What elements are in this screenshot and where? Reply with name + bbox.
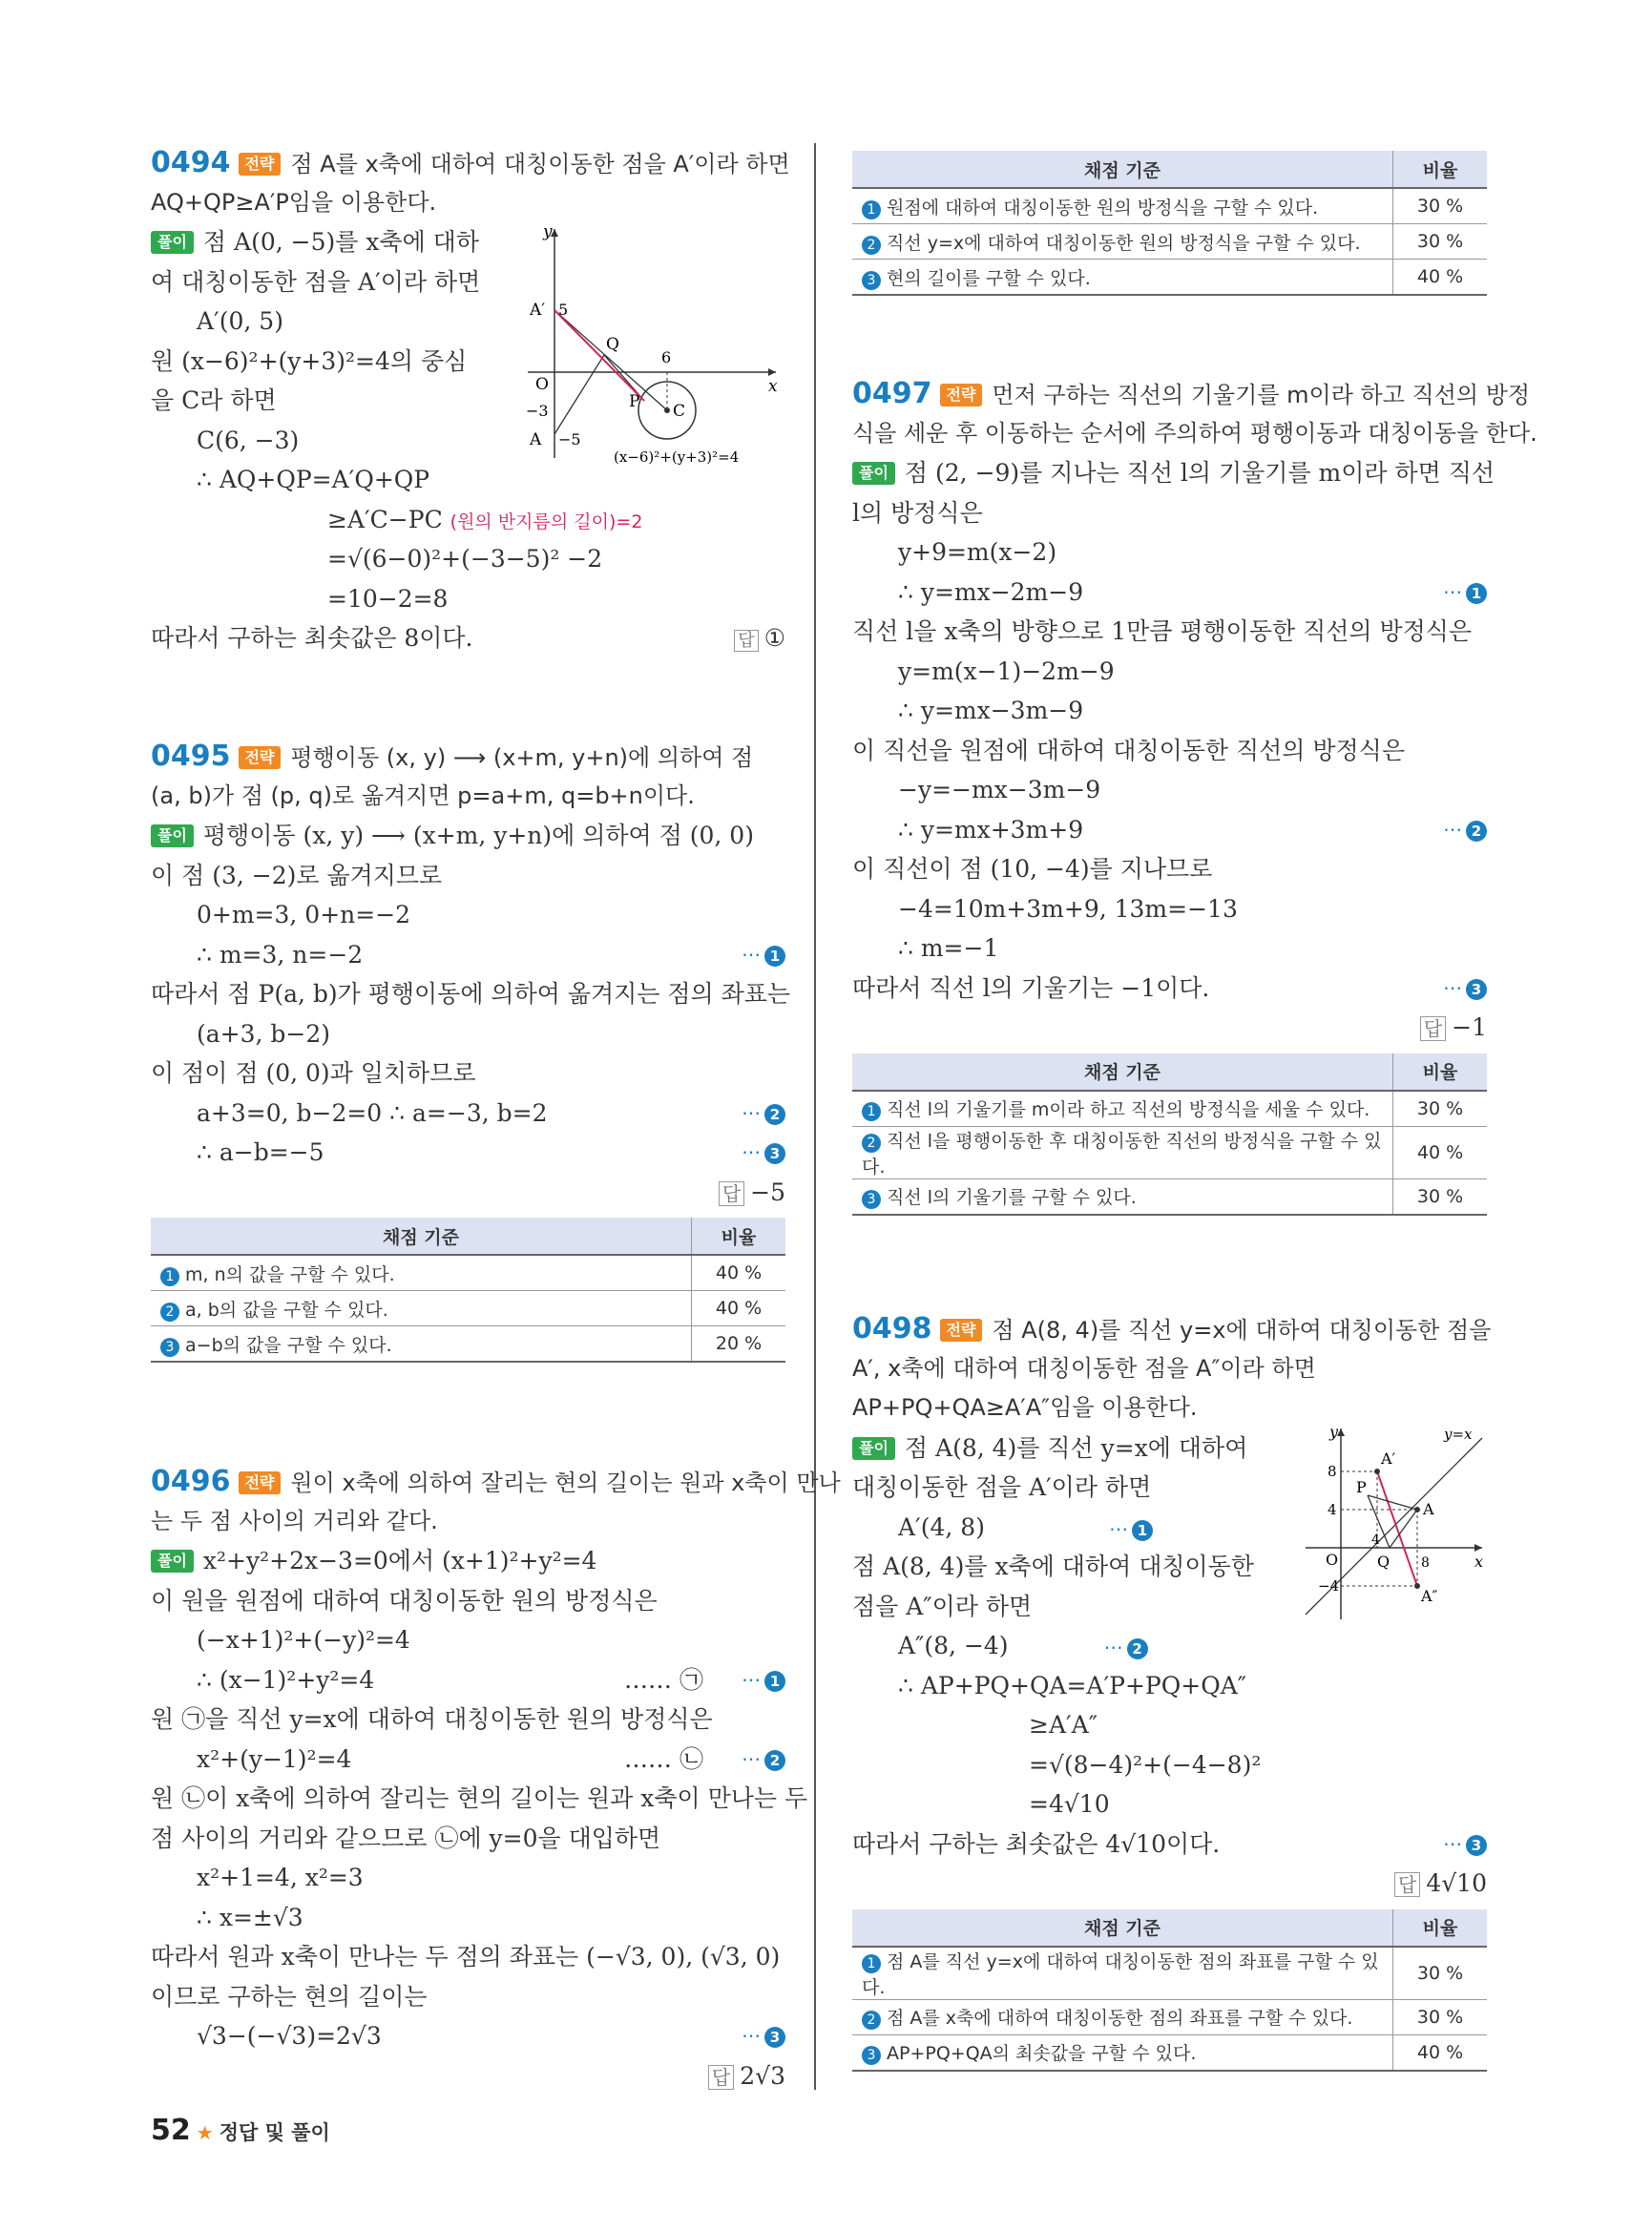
- solution-line: 점 A(8, 4)를 x축에 대하여 대칭이동한: [852, 1553, 1254, 1580]
- solution-line: ∴ a−b=−5 ⋯ 3: [151, 1133, 785, 1173]
- strategy-line: 0497 전략 먼저 구하는 직선의 기울기를 m이라 하고 직선의 방정: [852, 377, 1531, 410]
- strategy-tag: 전략: [239, 1471, 282, 1494]
- table-row: 2 a, b의 값을 구할 수 있다. 40 %: [151, 1291, 785, 1326]
- strategy-line: 0496 전략 원이 x축에 의하여 잘리는 현의 길이는 원과 x축이 만나: [151, 1465, 841, 1498]
- fig-label: 4: [1371, 1533, 1380, 1548]
- problem-0496: [151, 1462, 841, 2095]
- strategy-line: A′, x축에 대하여 대칭이동한 점을 A″이라 하면: [852, 1354, 1316, 1382]
- page-footer: [151, 2114, 330, 2147]
- answer-icon: 답: [719, 1181, 744, 1206]
- solution-line: 따라서 직선 l의 기울기는 −1이다. ⋯ 3: [852, 969, 1487, 1009]
- step-marker-1: ⋯ 1: [742, 935, 785, 975]
- solution-line: =10−2=8: [327, 584, 449, 613]
- solution-line: 풀이 평행이동 (x, y) ⟶ (x+m, y+n)에 의하여 점 (0, 0): [151, 816, 785, 856]
- step-marker-3: ⋯ 3: [742, 2016, 785, 2056]
- fig-label: x: [768, 377, 778, 396]
- figure-0498: [1301, 1424, 1487, 1624]
- strategy-line: AP+PQ+QA≥A′A″임을 이용한다.: [852, 1394, 1198, 1421]
- solution-line: 이 점이 점 (0, 0)과 일치하므로: [151, 1059, 476, 1087]
- problem-number: 0497: [852, 377, 932, 410]
- step-marker-3: ⋯ 3: [1443, 969, 1487, 1009]
- answer: 답 4√10: [852, 1864, 1487, 1904]
- solution-line: C(6, −3): [197, 426, 300, 454]
- table-row: 1 m, n의 값을 구할 수 있다. 40 %: [151, 1255, 785, 1291]
- solution-line: 이 직선을 원점에 대하여 대칭이동한 직선의 방정식은: [852, 736, 1405, 764]
- solution-line: =√(6−0)²+(−3−5)² −2: [327, 545, 603, 573]
- solution-line: 원 ㉡이 x축에 의하여 잘리는 현의 길이는 원과 x축이 만나는 두: [151, 1784, 808, 1812]
- strategy-line: 0494 전략 점 A를 x축에 대하여 대칭이동한 점을 A′이라 하면: [151, 146, 790, 179]
- solution-line: =√(8−4)²+(−4−8)²: [1029, 1750, 1262, 1779]
- solution-line: −4=10m+3m+9, 13m=−13: [898, 894, 1238, 923]
- strategy-line: 0495 전략 평행이동 (x, y) ⟶ (x+m, y+n)에 의하여 점: [151, 740, 754, 773]
- star-icon: ★: [196, 2121, 214, 2144]
- strategy-tag: 전략: [239, 746, 282, 769]
- problem-0494: [151, 143, 790, 661]
- answer-icon: 답: [1394, 1872, 1420, 1897]
- step-marker-2: ⋯ 2: [1443, 810, 1487, 850]
- step-marker-2: ⋯ 2: [742, 1094, 785, 1134]
- fig-label: 8: [1328, 1463, 1337, 1480]
- fig-label: 4: [1328, 1501, 1337, 1518]
- answer-icon: 답: [734, 630, 758, 652]
- table-header: 비율: [692, 1218, 786, 1255]
- answer-icon: 답: [1420, 1016, 1446, 1041]
- solution-line: 따라서 점 P(a, b)가 평행이동에 의하여 옮겨지는 점의 좌표는: [151, 980, 791, 1008]
- solution-line: 이 점 (3, −2)로 옮겨지므로: [151, 861, 443, 889]
- answer: 답 −1: [852, 1008, 1487, 1048]
- strategy-tag: 전략: [239, 153, 282, 176]
- solution-line: 원 ㉠을 직선 y=x에 대하여 대칭이동한 원의 방정식은: [151, 1705, 713, 1733]
- solution-line: ∴ y=mx+3m+9 ⋯ 2: [852, 810, 1487, 850]
- problem-0495: [151, 737, 791, 1363]
- radius-note: (원의 반지름의 길이)=2: [450, 511, 643, 532]
- fig-label: A: [1423, 1500, 1434, 1518]
- solution-line: 대칭이동한 점을 A′이라 하면: [852, 1473, 1152, 1501]
- fig-label: y: [1329, 1424, 1339, 1441]
- table-header: 비율: [1393, 1909, 1488, 1947]
- solution-tag: 풀이: [852, 462, 895, 485]
- table-row: 3 AP+PQ+QA의 최솟값을 구할 수 있다. 40 %: [852, 2034, 1487, 2071]
- solution-line: (a+3, b−2): [197, 1019, 331, 1048]
- table-row: 1 원점에 대하여 대칭이동한 원의 방정식을 구할 수 있다. 30 %: [852, 188, 1487, 224]
- fig-label: A′: [1381, 1449, 1396, 1468]
- fig-label: Q: [606, 335, 619, 354]
- solution-line: 여 대칭이동한 점을 A′이라 하면: [151, 267, 481, 296]
- table-header: 채점 기준: [852, 1053, 1393, 1091]
- solution-line: ∴ y=mx−2m−9 ⋯ 1: [852, 573, 1487, 613]
- fig-label: O: [535, 375, 549, 394]
- strategy-line: 0498 전략 점 A(8, 4)를 직선 y=x에 대하여 대칭이동한 점을: [852, 1312, 1492, 1345]
- table-row: 2 점 A를 x축에 대하여 대칭이동한 점의 좌표를 구할 수 있다. 30 %: [852, 1999, 1487, 2034]
- step-marker-1: ⋯ 1: [1443, 573, 1487, 613]
- step-marker-3: ⋯ 3: [1443, 1824, 1487, 1865]
- fig-label: A′: [530, 301, 546, 320]
- fig-label: 8: [1421, 1555, 1430, 1571]
- solution-line: ∴ AQ+QP=A′Q+QP: [197, 466, 430, 493]
- solution-line: −y=−mx−3m−9: [898, 776, 1101, 803]
- strategy-line: (a, b)가 점 (p, q)로 옮겨지면 p=a+m, q=b+n이다.: [151, 782, 695, 809]
- scoring-table: [852, 1909, 1487, 2072]
- solution-line: 따라서 구하는 최솟값은 4√10이다. ⋯ 3: [852, 1824, 1487, 1865]
- solution-line: y=m(x−1)−2m−9: [898, 657, 1115, 685]
- solution-line: A′(0, 5): [197, 307, 283, 335]
- step-marker-3: ⋯ 3: [742, 1133, 785, 1173]
- table-row: 2 직선 y=x에 대하여 대칭이동한 원의 방정식을 구할 수 있다. 30 %: [852, 224, 1487, 260]
- solution-line: ∴ x=±√3: [197, 1903, 303, 1931]
- table-row: 3 직선 l의 기울기를 구할 수 있다. 30 %: [852, 1178, 1487, 1215]
- fig-label: Q: [1377, 1553, 1391, 1571]
- solution-line: 이 원을 원점에 대하여 대칭이동한 원의 방정식은: [151, 1586, 658, 1615]
- footer-label: 정답 및 풀이: [219, 2121, 330, 2144]
- fig-label: A: [530, 430, 542, 449]
- step-marker-2: ⋯ 2: [1104, 1636, 1148, 1658]
- solution-line: 풀이 점 A(0, −5)를 x축에 대하: [151, 222, 785, 262]
- problem-number: 0496: [151, 1465, 231, 1498]
- solution-line: (−x+1)²+(−y)²=4: [197, 1626, 410, 1654]
- scoring-table: [151, 1218, 785, 1363]
- table-row: 2 직선 l을 평행이동한 후 대칭이동한 직선의 방정식을 구할 수 있다. 40 %: [852, 1126, 1487, 1178]
- strategy-line: 식을 세운 후 이동하는 순서에 주의하여 평행이동과 대칭이동을 한다.: [852, 419, 1537, 447]
- solution-line: 직선 l을 x축의 방향으로 1만큼 평행이동한 직선의 방정식은: [852, 617, 1473, 645]
- solution-tag: 풀이: [852, 1437, 895, 1460]
- step-marker-1: ⋯ 1: [1109, 1517, 1153, 1540]
- fig-label: A″: [1421, 1587, 1438, 1605]
- solution-line: 이므로 구하는 현의 길이는: [151, 1982, 428, 2011]
- solution-line: 원 (x−6)²+(y+3)²=4의 중심: [151, 346, 468, 375]
- step-marker-2: ⋯ 2: [742, 1740, 785, 1780]
- fig-label: −3: [526, 402, 549, 420]
- fig-label: C: [673, 402, 686, 421]
- table-row: 3 a−b의 값을 구할 수 있다. 20 %: [151, 1326, 785, 1363]
- table-header: 비율: [1393, 1053, 1488, 1091]
- fig-label: x: [1474, 1553, 1484, 1571]
- solution-line: 0+m=3, 0+n=−2: [197, 901, 411, 928]
- solution-line: 풀이 점 (2, −9)를 지나는 직선 l의 기울기를 m이라 하면 직선: [852, 453, 1487, 493]
- solution-line: 이 직선이 점 (10, −4)를 지나므로: [852, 855, 1213, 883]
- answer: 답 2√3: [151, 2056, 785, 2096]
- solution-line: x²+(y−1)²=4 ⋯ 2 …… ㉡: [151, 1740, 785, 1780]
- solution-line: ≥A′A″: [1029, 1711, 1098, 1739]
- table-row: 1 점 A를 직선 y=x에 대하여 대칭이동한 점의 좌표를 구할 수 있다. 30 %: [852, 1947, 1487, 2000]
- solution-line: A′(4, 8) ⋯ 1: [852, 1508, 1487, 1548]
- fig-label: 5: [558, 301, 569, 319]
- strategy-line: 는 두 점 사이의 거리와 같다.: [151, 1507, 438, 1534]
- fig-label: 6: [661, 348, 672, 366]
- solution-line: 풀이 x²+y²+2x−3=0에서 (x+1)²+y²=4: [151, 1541, 785, 1581]
- solution-line: 풀이 점 A(8, 4)를 직선 y=x에 대하여: [852, 1428, 1487, 1469]
- table-header: 비율: [1393, 151, 1488, 188]
- fig-label: P: [629, 392, 640, 411]
- scoring-table-0494: [852, 151, 1487, 296]
- solution-line: 따라서 원과 x축이 만나는 두 점의 좌표는 (−√3, 0), (√3, 0): [151, 1943, 781, 1970]
- fig-label: y: [543, 222, 553, 241]
- problem-number: 0498: [852, 1312, 932, 1345]
- solution-line: 점 사이의 거리와 같으므로 ㉡에 y=0을 대입하면: [151, 1824, 661, 1852]
- solution-line: a+3=0, b−2=0 ∴ a=−3, b=2 ⋯ 2: [151, 1094, 785, 1134]
- solution-tag: 풀이: [151, 1550, 194, 1573]
- solution-line: A″(8, −4) ⋯ 2: [852, 1626, 1487, 1666]
- solution-line: 따라서 구하는 최솟값은 8이다. 답 ①: [151, 618, 785, 658]
- table-header: 채점 기준: [852, 151, 1393, 188]
- solution-tag: 풀이: [151, 824, 194, 847]
- solution-line: =4√10: [1029, 1790, 1110, 1818]
- strategy-tag: 전략: [940, 384, 983, 407]
- solution-line: 점을 A″이라 하면: [852, 1592, 1033, 1620]
- fig-label: −5: [558, 430, 581, 448]
- solution-line: l의 방정식은: [852, 498, 983, 527]
- solution-line: x²+1=4, x²=3: [197, 1864, 364, 1891]
- answer-icon: 답: [708, 2065, 734, 2090]
- fig-label: P: [1356, 1478, 1367, 1496]
- answer: 답 −5: [151, 1173, 785, 1213]
- problem-number: 0495: [151, 740, 231, 773]
- table-header: 채점 기준: [151, 1218, 692, 1255]
- solution-line: y+9=m(x−2): [898, 538, 1057, 566]
- strategy-tag: 전략: [940, 1319, 983, 1342]
- figure-0494: [518, 219, 785, 468]
- solution-line: 을 C라 하면: [151, 386, 277, 414]
- column-divider: [814, 143, 816, 2090]
- solution-line: √3−(−√3)=2√3 ⋯ 3: [151, 2016, 785, 2056]
- fig-label: y=x: [1444, 1426, 1473, 1443]
- problem-0497: [852, 374, 1537, 1216]
- solution-line: ∴ (x−1)²+y²=4 ⋯ 1 …… ㉠: [151, 1660, 785, 1700]
- problem-0498: [852, 1309, 1492, 2072]
- scoring-table: [852, 1053, 1487, 1216]
- page-number: 52: [151, 2114, 191, 2147]
- strategy-line: AQ+QP≥A′P임을 이용한다.: [151, 188, 437, 216]
- solution-line: ∴ y=mx−3m−9: [898, 697, 1084, 724]
- solution-line: ≥A′C−PC (원의 반지름의 길이)=2: [327, 505, 643, 533]
- solution-line: ∴ AP+PQ+QA=A′P+PQ+QA″: [898, 1671, 1247, 1699]
- table-row: 1 직선 l의 기울기를 m이라 하고 직선의 방정식을 세울 수 있다. 30 %: [852, 1091, 1487, 1127]
- solution-line: ∴ m=3, n=−2 ⋯ 1: [151, 935, 785, 975]
- problem-number: 0494: [151, 146, 231, 179]
- fig-label: −4: [1318, 1577, 1340, 1595]
- solution-line: ∴ m=−1: [898, 934, 999, 962]
- solution-tag: 풀이: [151, 231, 194, 254]
- fig-label: (x−6)²+(y+3)²=4: [614, 448, 740, 466]
- fig-label: O: [1326, 1551, 1339, 1569]
- answer: 답 ①: [734, 618, 785, 661]
- table-row: 3 현의 길이를 구할 수 있다. 40 %: [852, 260, 1487, 296]
- table-header: 채점 기준: [852, 1909, 1393, 1947]
- step-marker-1: ⋯ 1: [742, 1660, 785, 1700]
